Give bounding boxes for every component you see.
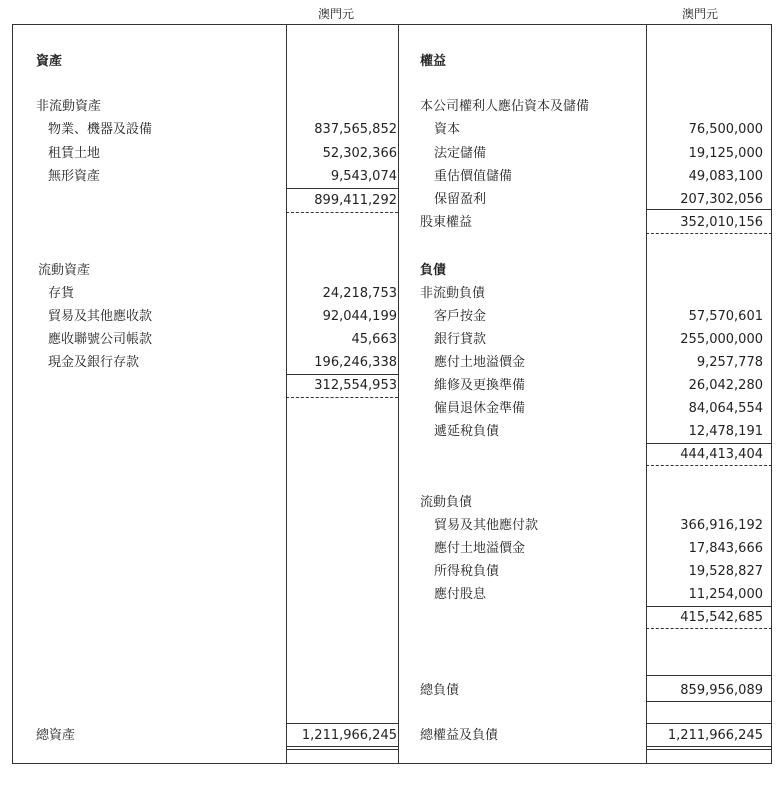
liability-label: 應付土地溢價金 — [434, 355, 526, 370]
total-liabilities-value: 859,956,089 — [680, 683, 763, 698]
equity-label: 法定儲備 — [434, 146, 487, 161]
non-current-assets-total: 899,411,292 — [314, 193, 397, 208]
capital-reserves-title: 本公司權利人應佔資本及儲備 — [420, 99, 590, 114]
liability-value: 26,042,280 — [688, 378, 763, 393]
asset-label: 無形資產 — [48, 169, 101, 184]
assets-title: 資產 — [36, 54, 63, 69]
equity-label: 資本 — [434, 122, 461, 137]
total-equity-liabilities-label: 總權益及負債 — [420, 728, 499, 743]
currency-header-left: 澳門元 — [318, 7, 355, 21]
subtotal-rule — [646, 443, 772, 444]
asset-label: 物業、機器及設備 — [48, 122, 153, 137]
subtotal-rule — [286, 374, 398, 375]
asset-value: 52,302,366 — [322, 146, 397, 161]
equity-value: 49,083,100 — [688, 169, 763, 184]
asset-value: 196,246,338 — [314, 355, 397, 370]
double-rule — [286, 746, 398, 747]
liability-value: 11,254,000 — [688, 587, 763, 602]
shareholders-equity-label: 股東權益 — [420, 215, 473, 230]
liability-label: 客戶按金 — [434, 309, 487, 324]
total-liabilities-label: 總負債 — [420, 683, 460, 698]
subtotal-dashed-rule — [286, 397, 398, 398]
liability-value: 17,843,666 — [688, 541, 763, 556]
subtotal-dashed-rule — [646, 628, 772, 629]
total-assets-value: 1,211,966,245 — [301, 728, 397, 743]
shareholders-equity-value: 352,010,156 — [680, 215, 763, 230]
equity-value: 76,500,000 — [688, 122, 763, 137]
subtotal-dashed-rule — [646, 233, 772, 234]
asset-value: 24,218,753 — [322, 286, 397, 301]
liability-label: 僱員退休金準備 — [434, 401, 526, 416]
subtotal-rule — [646, 606, 772, 607]
column-rule — [398, 24, 399, 764]
subtotal-dashed-rule — [646, 465, 772, 466]
non-current-liabilities-total: 444,413,404 — [680, 447, 763, 462]
total-rule — [646, 723, 772, 724]
liability-label: 維修及更換準備 — [434, 378, 526, 393]
equity-value: 207,302,056 — [680, 192, 763, 207]
liability-value: 9,257,778 — [696, 355, 763, 370]
subtotal-dashed-rule — [286, 212, 398, 213]
non-current-assets-title: 非流動資產 — [36, 99, 102, 114]
current-liabilities-total: 415,542,685 — [680, 610, 763, 625]
non-current-liabilities-title: 非流動負債 — [420, 286, 486, 301]
equity-label: 重估價值儲備 — [434, 169, 513, 184]
asset-value: 45,663 — [351, 332, 397, 347]
asset-label: 貿易及其他應收款 — [48, 309, 153, 324]
total-rule — [286, 723, 398, 724]
equity-label: 保留盈利 — [434, 192, 487, 207]
liability-value: 57,570,601 — [688, 309, 763, 324]
double-rule — [646, 746, 772, 747]
asset-label: 現金及銀行存款 — [48, 355, 140, 370]
double-rule — [646, 749, 772, 750]
subtotal-rule — [286, 188, 398, 189]
liability-value: 366,916,192 — [680, 518, 763, 533]
asset-label: 存貨 — [48, 286, 75, 301]
asset-label: 租賃土地 — [48, 146, 101, 161]
column-rule — [646, 24, 647, 764]
liability-value: 255,000,000 — [680, 332, 763, 347]
liability-label: 應付土地溢價金 — [434, 541, 526, 556]
current-assets-title: 流動資產 — [38, 263, 91, 278]
current-assets-total: 312,554,953 — [314, 378, 397, 393]
total-rule — [646, 675, 772, 676]
total-assets-label: 總資產 — [36, 728, 76, 743]
liability-value: 84,064,554 — [688, 401, 763, 416]
currency-header-right: 澳門元 — [682, 7, 719, 21]
equity-value: 19,125,000 — [688, 146, 763, 161]
double-rule — [286, 749, 398, 750]
asset-label: 應收聯號公司帳款 — [48, 332, 153, 347]
liability-value: 12,478,191 — [688, 424, 763, 439]
asset-value: 9,543,074 — [330, 169, 397, 184]
liability-label: 應付股息 — [434, 587, 487, 602]
liability-label: 貿易及其他應付款 — [434, 518, 539, 533]
liability-label: 所得稅負債 — [434, 564, 500, 579]
liability-label: 遞延稅負債 — [434, 424, 500, 439]
liability-value: 19,528,827 — [688, 564, 763, 579]
total-equity-liabilities-value: 1,211,966,245 — [667, 728, 763, 743]
current-liabilities-title: 流動負債 — [420, 495, 473, 510]
equity-title: 權益 — [420, 54, 447, 69]
column-rule — [286, 24, 287, 764]
liabilities-title: 負債 — [420, 263, 447, 278]
asset-value: 92,044,199 — [322, 309, 397, 324]
asset-value: 837,565,852 — [314, 122, 397, 137]
subtotal-rule — [646, 701, 772, 702]
subtotal-rule — [646, 209, 772, 210]
liability-label: 銀行貸款 — [434, 332, 487, 347]
